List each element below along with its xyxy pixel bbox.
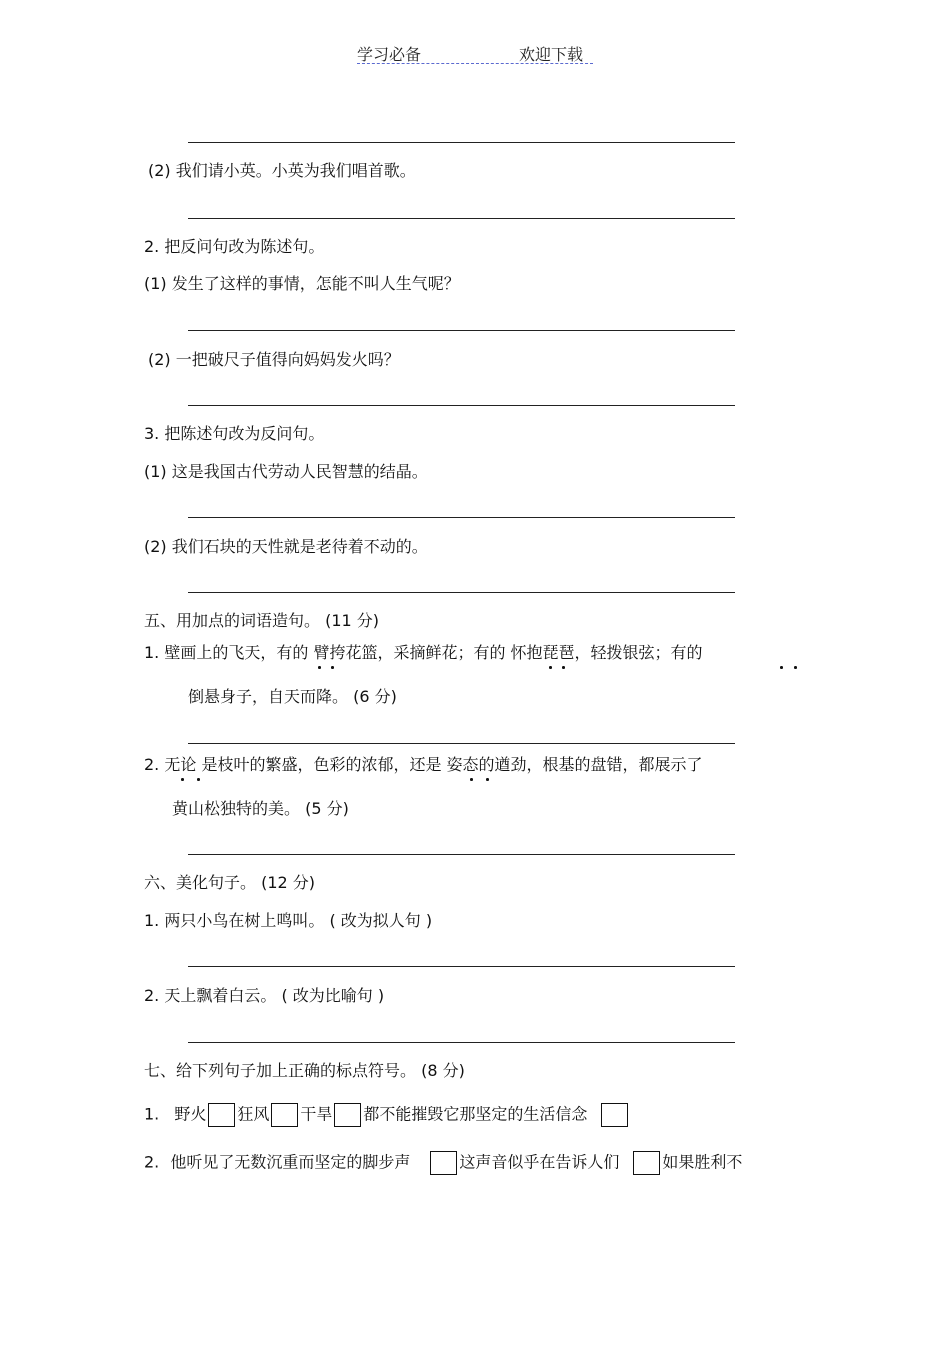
- sentence-part: 都不能摧毁它那坚定的生活信念: [363, 1104, 588, 1124]
- answer-line: [188, 1042, 735, 1043]
- header-underline: [357, 63, 593, 64]
- punctuation-box[interactable]: [601, 1103, 628, 1127]
- emphasis-dot: [780, 666, 783, 669]
- emphasis-dot: [562, 666, 565, 669]
- punctuation-question-2: [144, 1151, 742, 1175]
- answer-line: [188, 743, 735, 744]
- sentence-part: 野火: [174, 1104, 207, 1124]
- section-title: 六、美化句子。 (12 分): [144, 873, 316, 892]
- sentence-part: 干旱: [300, 1104, 333, 1124]
- question-number: 1.: [144, 1104, 160, 1124]
- question-heading: 3. 把陈述句改为反问句。: [144, 424, 325, 443]
- sentence-part: 狂风: [237, 1104, 270, 1124]
- question-text: 倒悬身子，自天而降。 (6 分): [188, 687, 397, 706]
- question-text: (2) 我们请小英。小英为我们唱首歌。: [148, 161, 416, 180]
- sentence-part: 他听见了无数沉重而坚定的脚步声: [170, 1152, 411, 1172]
- header-right: 欢迎下载: [519, 45, 584, 64]
- question-heading: 2. 把反问句改为陈述句。: [144, 237, 325, 256]
- question-number: 2.: [144, 1152, 160, 1172]
- emphasis-dot: [470, 778, 473, 781]
- header-left: 学习必备: [357, 45, 422, 64]
- punctuation-question-1: [144, 1103, 630, 1127]
- emphasis-dot: [331, 666, 334, 669]
- answer-line: [188, 592, 735, 593]
- answer-line: [188, 330, 735, 331]
- answer-line: [188, 517, 735, 518]
- answer-line: [188, 405, 735, 406]
- punctuation-box[interactable]: [430, 1151, 457, 1175]
- sentence-part: 这声音似乎在告诉人们: [459, 1152, 620, 1172]
- question-text: (1) 这是我国古代劳动人民智慧的结晶。: [144, 462, 428, 481]
- emphasis-dot: [794, 666, 797, 669]
- answer-line: [188, 142, 735, 143]
- emphasis-dot: [318, 666, 321, 669]
- punctuation-box[interactable]: [334, 1103, 361, 1127]
- question-text: (2) 一把破尺子值得向妈妈发火吗？: [148, 350, 400, 369]
- question-text: 2. 天上飘着白云。 ( 改为比喻句 ): [144, 986, 385, 1005]
- punctuation-box[interactable]: [271, 1103, 298, 1127]
- question-text: 黄山松独特的美。 (5 分): [172, 799, 349, 818]
- emphasis-dot: [486, 778, 489, 781]
- section-title: 七、给下列句子加上正确的标点符号。 (8 分): [144, 1061, 465, 1080]
- question-text: 1. 两只小鸟在树上鸣叫。 ( 改为拟人句 ): [144, 911, 433, 930]
- question-text: (1) 发生了这样的事情，怎能不叫人生气呢？: [144, 274, 460, 293]
- question-text: 2. 无论 是枝叶的繁盛，色彩的浓郁，还是 姿态的遒劲，根基的盘错，都展示了: [144, 755, 703, 774]
- punctuation-box[interactable]: [633, 1151, 660, 1175]
- answer-line: [188, 854, 735, 855]
- emphasis-dot: [197, 778, 200, 781]
- question-text: (2) 我们石块的天性就是老待着不动的。: [144, 537, 428, 556]
- answer-line: [188, 218, 735, 219]
- sentence-part: 如果胜利不: [662, 1152, 743, 1172]
- answer-line: [188, 966, 735, 967]
- emphasis-dot: [181, 778, 184, 781]
- emphasis-dot: [549, 666, 552, 669]
- question-text: 1. 壁画上的飞天，有的 臂挎花篮，采摘鲜花；有的 怀抱琵琶，轻拨银弦；有的: [144, 643, 703, 662]
- section-title: 五、用加点的词语造句。 (11 分): [144, 611, 380, 630]
- punctuation-box[interactable]: [208, 1103, 235, 1127]
